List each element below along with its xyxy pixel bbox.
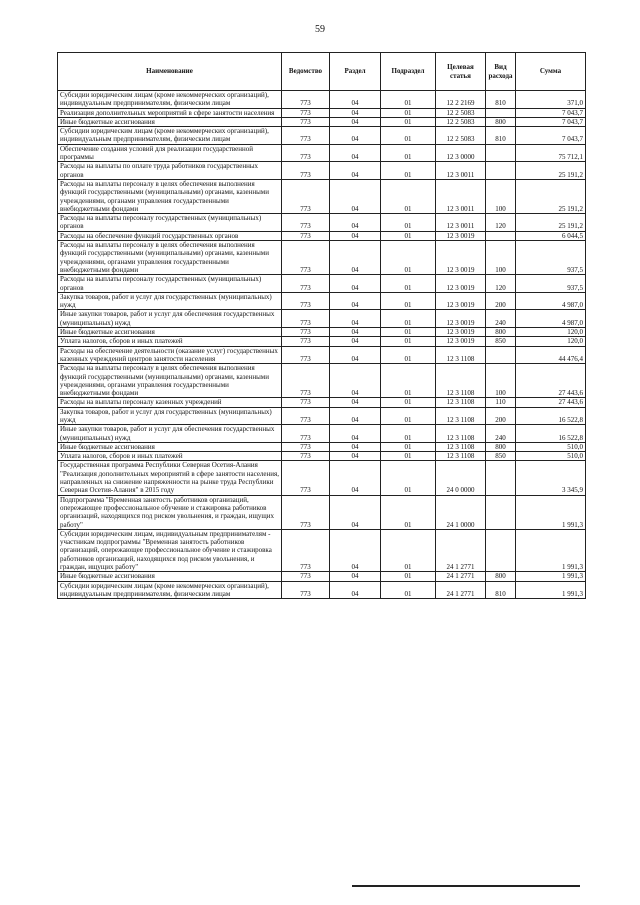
- row-subsection: 01: [381, 231, 436, 240]
- row-subsection: 01: [381, 328, 436, 337]
- row-amount: 510,0: [516, 442, 586, 451]
- row-target-item: 12 3 0011: [436, 179, 486, 213]
- row-department: 773: [282, 91, 330, 109]
- row-amount: 25 191,2: [516, 214, 586, 232]
- column-header-amount: Сумма: [516, 53, 586, 91]
- table-row: [58, 117, 586, 126]
- row-target-item: 12 2 5083: [436, 117, 486, 126]
- table-row: [58, 292, 586, 310]
- row-name: Расходы на обеспечение функций государственных органов: [58, 231, 282, 240]
- row-expense-type: 850: [486, 337, 516, 346]
- row-target-item: 12 3 0019: [436, 337, 486, 346]
- row-subsection: 01: [381, 364, 436, 398]
- row-expense-type: 800: [486, 442, 516, 451]
- row-name: Расходы на выплаты персоналу казенных учреждений: [58, 398, 282, 407]
- row-section: 04: [330, 179, 381, 213]
- row-target-item: 24 1 2771: [436, 572, 486, 581]
- row-amount: 44 476,4: [516, 346, 586, 364]
- row-section: 04: [330, 581, 381, 599]
- table-header-row: [58, 53, 586, 91]
- row-name: Расходы на обеспечение деятельности (оказание услуг) государственных казенных учреждений центров занятости населения: [58, 346, 282, 364]
- table-row: [58, 452, 586, 461]
- row-name: Уплата налогов, сборов и иных платежей: [58, 452, 282, 461]
- row-name: Закупка товаров, работ и услуг для государственных (муниципальных) нужд: [58, 292, 282, 310]
- row-amount: 4 987,0: [516, 310, 586, 328]
- row-name: Иные закупки товаров, работ и услуг для обеспечения государственных (муниципальных) нужд: [58, 425, 282, 443]
- row-name: Расходы на выплаты персоналу в целях обеспечения выполнения функций государственными (муниципальными) органами, казенными учреждениями, органами управления государственными внебюджетными фондами: [58, 179, 282, 213]
- row-section: 04: [330, 117, 381, 126]
- row-subsection: 01: [381, 529, 436, 571]
- row-subsection: 01: [381, 346, 436, 364]
- row-expense-type: 100: [486, 364, 516, 398]
- row-department: 773: [282, 398, 330, 407]
- row-department: 773: [282, 275, 330, 293]
- table-row: [58, 398, 586, 407]
- row-expense-type: [486, 529, 516, 571]
- row-expense-type: 120: [486, 214, 516, 232]
- row-section: 04: [330, 407, 381, 425]
- row-subsection: 01: [381, 581, 436, 599]
- row-name: Иные бюджетные ассигнования: [58, 117, 282, 126]
- row-department: 773: [282, 529, 330, 571]
- row-target-item: 12 3 1108: [436, 346, 486, 364]
- table-row: [58, 442, 586, 451]
- row-name: Расходы на выплаты персоналу государственных (муниципальных) органов: [58, 275, 282, 293]
- row-department: 773: [282, 346, 330, 364]
- row-name: Уплата налогов, сборов и иных платежей: [58, 337, 282, 346]
- row-name: Иные закупки товаров, работ и услуг для обеспечения государственных (муниципальных) нужд: [58, 310, 282, 328]
- table-row: [58, 127, 586, 145]
- row-department: 773: [282, 328, 330, 337]
- table-row: [58, 231, 586, 240]
- row-target-item: 12 3 0011: [436, 162, 486, 180]
- row-amount: 25 191,2: [516, 162, 586, 180]
- row-target-item: 12 3 1108: [436, 398, 486, 407]
- row-name: Субсидии юридическим лицам (кроме некоммерческих организаций), индивидуальным предпринимателям, физическим лицам: [58, 91, 282, 109]
- row-section: 04: [330, 310, 381, 328]
- row-subsection: 01: [381, 179, 436, 213]
- row-expense-type: 850: [486, 452, 516, 461]
- row-target-item: 12 3 0019: [436, 231, 486, 240]
- table-row: [58, 275, 586, 293]
- column-header-name: Наименование: [58, 53, 282, 91]
- row-subsection: 01: [381, 117, 436, 126]
- row-section: 04: [330, 328, 381, 337]
- row-subsection: 01: [381, 214, 436, 232]
- table-row: [58, 364, 586, 398]
- column-header-department: Ведомство: [282, 53, 330, 91]
- table-row: [58, 162, 586, 180]
- column-header-target-item: Целевая статья: [436, 53, 486, 91]
- row-section: 04: [330, 346, 381, 364]
- row-subsection: 01: [381, 442, 436, 451]
- row-target-item: 12 2 2169: [436, 91, 486, 109]
- row-amount: 7 043,7: [516, 127, 586, 145]
- row-amount: 16 522,8: [516, 407, 586, 425]
- column-header-subsection: Подраздел: [381, 53, 436, 91]
- row-name: Субсидии юридическим лицам (кроме некоммерческих организаций), индивидуальным предпринимателям, физическим лицам: [58, 127, 282, 145]
- row-name: Государственная программа Республики Северная Осетия-Алания "Реализация дополнительных мероприятий в сфере занятости населения, направленных на снижение напряженности на рынке труда Республики Северная Осетия-Алания" в 2015 году: [58, 461, 282, 495]
- table-row: [58, 581, 586, 599]
- row-department: 773: [282, 179, 330, 213]
- row-target-item: 12 2 5083: [436, 108, 486, 117]
- row-expense-type: 100: [486, 241, 516, 275]
- row-section: 04: [330, 144, 381, 162]
- row-section: 04: [330, 127, 381, 145]
- row-name: Обеспечение создания условий для реализации государственной программы: [58, 144, 282, 162]
- row-name: Расходы на выплаты персоналу в целях обеспечения выполнения функций государственными (муниципальными) органами, казенными учреждениями, органами управления государственными внебюджетными фондами: [58, 241, 282, 275]
- row-name: Иные бюджетные ассигнования: [58, 572, 282, 581]
- row-target-item: 12 3 0011: [436, 214, 486, 232]
- row-subsection: 01: [381, 127, 436, 145]
- row-expense-type: 240: [486, 310, 516, 328]
- row-department: 773: [282, 364, 330, 398]
- row-amount: 27 443,6: [516, 364, 586, 398]
- row-section: 04: [330, 91, 381, 109]
- row-target-item: 12 3 0000: [436, 144, 486, 162]
- row-name: Реализация дополнительных мероприятий в сфере занятости населения: [58, 108, 282, 117]
- row-expense-type: [486, 144, 516, 162]
- row-amount: 1 991,3: [516, 529, 586, 571]
- row-department: 773: [282, 144, 330, 162]
- row-expense-type: 200: [486, 407, 516, 425]
- table-row: [58, 337, 586, 346]
- table-row: [58, 328, 586, 337]
- table-row: [58, 495, 586, 529]
- row-department: 773: [282, 572, 330, 581]
- row-subsection: 01: [381, 425, 436, 443]
- row-section: 04: [330, 292, 381, 310]
- row-expense-type: 800: [486, 328, 516, 337]
- row-target-item: 12 3 0019: [436, 292, 486, 310]
- row-target-item: 12 2 5083: [436, 127, 486, 145]
- row-expense-type: [486, 495, 516, 529]
- row-subsection: 01: [381, 337, 436, 346]
- table-row: [58, 108, 586, 117]
- row-subsection: 01: [381, 91, 436, 109]
- row-expense-type: 120: [486, 275, 516, 293]
- row-subsection: 01: [381, 108, 436, 117]
- row-department: 773: [282, 442, 330, 451]
- row-name: Закупка товаров, работ и услуг для государственных (муниципальных) нужд: [58, 407, 282, 425]
- table-body: [58, 91, 586, 599]
- table-row: [58, 310, 586, 328]
- row-department: 773: [282, 425, 330, 443]
- row-name: Субсидии юридическим лицам (кроме некоммерческих организаций), индивидуальным предпринимателям, физическим лицам: [58, 581, 282, 599]
- row-amount: 510,0: [516, 452, 586, 461]
- row-expense-type: 810: [486, 91, 516, 109]
- row-amount: 120,0: [516, 328, 586, 337]
- column-header-section: Раздел: [330, 53, 381, 91]
- row-expense-type: 200: [486, 292, 516, 310]
- row-section: 04: [330, 241, 381, 275]
- row-amount: 1 991,3: [516, 495, 586, 529]
- row-amount: 6 044,5: [516, 231, 586, 240]
- row-target-item: 12 3 1108: [436, 452, 486, 461]
- page-number: 59: [315, 24, 325, 35]
- row-subsection: 01: [381, 144, 436, 162]
- row-name: Субсидии юридическим лицам, индивидуальным предпринимателям - участникам подпрограммы "Временная занятость работников организаций, опережающее профессиональное обучение и стажировка работников организаций, находящихся под риском увольнения, и граждан, ищущих работу": [58, 529, 282, 571]
- table-row: [58, 346, 586, 364]
- row-amount: 1 991,3: [516, 572, 586, 581]
- row-expense-type: 810: [486, 581, 516, 599]
- row-department: 773: [282, 214, 330, 232]
- row-department: 773: [282, 495, 330, 529]
- row-subsection: 01: [381, 407, 436, 425]
- row-department: 773: [282, 117, 330, 126]
- row-section: 04: [330, 108, 381, 117]
- row-subsection: 01: [381, 292, 436, 310]
- row-name: Расходы на выплаты по оплате труда работников государственных органов: [58, 162, 282, 180]
- row-department: 773: [282, 581, 330, 599]
- row-target-item: 12 3 1108: [436, 442, 486, 451]
- row-subsection: 01: [381, 572, 436, 581]
- row-section: 04: [330, 275, 381, 293]
- table-row: [58, 179, 586, 213]
- row-expense-type: 100: [486, 179, 516, 213]
- row-expense-type: [486, 162, 516, 180]
- row-target-item: 12 3 0019: [436, 328, 486, 337]
- row-subsection: 01: [381, 241, 436, 275]
- row-section: 04: [330, 231, 381, 240]
- row-expense-type: [486, 108, 516, 117]
- row-amount: 27 443,6: [516, 398, 586, 407]
- row-target-item: 24 1 2771: [436, 581, 486, 599]
- row-target-item: 12 3 1108: [436, 364, 486, 398]
- row-department: 773: [282, 310, 330, 328]
- row-amount: 7 043,7: [516, 108, 586, 117]
- row-subsection: 01: [381, 495, 436, 529]
- table-row: [58, 461, 586, 495]
- row-name: Иные бюджетные ассигнования: [58, 328, 282, 337]
- row-department: 773: [282, 241, 330, 275]
- row-section: 04: [330, 572, 381, 581]
- row-department: 773: [282, 108, 330, 117]
- row-subsection: 01: [381, 310, 436, 328]
- row-amount: 4 987,0: [516, 292, 586, 310]
- footer-rule: [352, 885, 580, 887]
- row-amount: 25 191,2: [516, 179, 586, 213]
- row-name: Подпрограмма "Временная занятость работников организаций, опережающее профессиональное обучение и стажировка работников организаций, находящихся под риском увольнения, и граждан, ищущих работу": [58, 495, 282, 529]
- row-subsection: 01: [381, 452, 436, 461]
- row-department: 773: [282, 162, 330, 180]
- row-department: 773: [282, 407, 330, 425]
- row-department: 773: [282, 337, 330, 346]
- row-amount: 937,5: [516, 275, 586, 293]
- budget-table: [57, 52, 586, 599]
- row-department: 773: [282, 231, 330, 240]
- row-amount: 3 345,9: [516, 461, 586, 495]
- row-section: 04: [330, 425, 381, 443]
- row-target-item: 24 1 0000: [436, 495, 486, 529]
- row-amount: 75 712,1: [516, 144, 586, 162]
- row-expense-type: [486, 231, 516, 240]
- row-department: 773: [282, 461, 330, 495]
- row-department: 773: [282, 127, 330, 145]
- row-section: 04: [330, 452, 381, 461]
- row-section: 04: [330, 442, 381, 451]
- row-section: 04: [330, 461, 381, 495]
- row-target-item: 24 1 2771: [436, 529, 486, 571]
- row-target-item: 12 3 0019: [436, 275, 486, 293]
- row-target-item: 24 0 0000: [436, 461, 486, 495]
- column-header-expense-type: Вид расхода: [486, 53, 516, 91]
- row-subsection: 01: [381, 162, 436, 180]
- row-amount: 937,5: [516, 241, 586, 275]
- row-section: 04: [330, 495, 381, 529]
- row-department: 773: [282, 292, 330, 310]
- row-name: Иные бюджетные ассигнования: [58, 442, 282, 451]
- row-expense-type: [486, 346, 516, 364]
- row-target-item: 12 3 0019: [436, 310, 486, 328]
- row-section: 04: [330, 214, 381, 232]
- row-target-item: 12 3 1108: [436, 407, 486, 425]
- row-subsection: 01: [381, 398, 436, 407]
- row-department: 773: [282, 452, 330, 461]
- row-target-item: 12 3 0019: [436, 241, 486, 275]
- table-row: [58, 572, 586, 581]
- row-amount: 371,0: [516, 91, 586, 109]
- row-expense-type: 810: [486, 127, 516, 145]
- row-section: 04: [330, 529, 381, 571]
- table-row: [58, 407, 586, 425]
- row-amount: 16 522,8: [516, 425, 586, 443]
- table-row: [58, 214, 586, 232]
- row-section: 04: [330, 337, 381, 346]
- row-section: 04: [330, 162, 381, 180]
- row-expense-type: 800: [486, 117, 516, 126]
- row-name: Расходы на выплаты персоналу в целях обеспечения выполнения функций государственными (муниципальными) органами, казенными учреждениями, органами управления государственными внебюджетными фондами: [58, 364, 282, 398]
- table-row: [58, 144, 586, 162]
- table-row: [58, 91, 586, 109]
- row-target-item: 12 3 1108: [436, 425, 486, 443]
- row-expense-type: [486, 461, 516, 495]
- row-name: Расходы на выплаты персоналу государственных (муниципальных) органов: [58, 214, 282, 232]
- row-expense-type: 800: [486, 572, 516, 581]
- row-subsection: 01: [381, 461, 436, 495]
- row-amount: 1 991,3: [516, 581, 586, 599]
- table-row: [58, 529, 586, 571]
- table-row: [58, 425, 586, 443]
- row-amount: 7 043,7: [516, 117, 586, 126]
- row-section: 04: [330, 398, 381, 407]
- row-amount: 120,0: [516, 337, 586, 346]
- table-row: [58, 241, 586, 275]
- row-expense-type: 240: [486, 425, 516, 443]
- row-subsection: 01: [381, 275, 436, 293]
- row-expense-type: 110: [486, 398, 516, 407]
- row-section: 04: [330, 364, 381, 398]
